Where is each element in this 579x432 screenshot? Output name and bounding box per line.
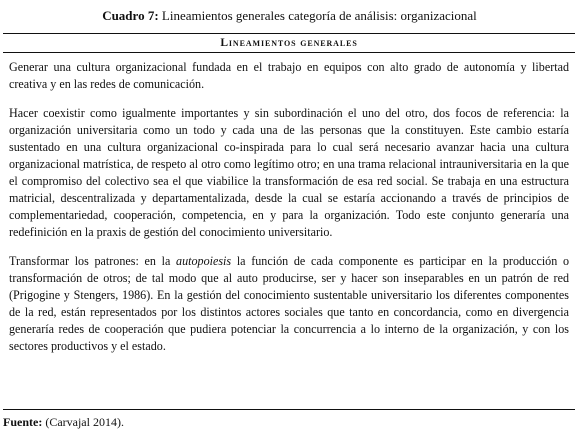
table-caption (0, 8, 579, 24)
guidelines-table (3, 33, 575, 410)
paragraph-3 (9, 253, 569, 355)
paragraph-3-rest: la función de cada componente es participar en la producción o transformación de otros; de tal modo que al auto producirse, ser y hacer son inseparables en un patrón de red (Prigogine y Stengers, 1986). En la gestión del conocimiento sustentable universitario los diferentes componentes de la red, están representados por los distintos actores sociales que tanto en concordancia, como en divergencia generaría redes de cooperación que pudiera potenciar la concurrencia a lo interno de la organización, y con los sectores productivos y el estado. (9, 254, 569, 353)
paragraph-3-start: Transformar los patrones: en la (9, 254, 177, 268)
caption-label: Cuadro 7: (102, 8, 159, 23)
table-header: Lineamientos generales (3, 34, 575, 53)
paragraph-2: Hacer coexistir como igualmente importantes y sin subordinación el uno del otro, dos focos de referencia: la organización universitaria como un todo y cada una de las personas que la constituyen. Este cambio estaría sustentado en una cultura organizacional co-inspirada para lo cual será necesario avanzar hacia una cultura organizacional matrística, de respeto al otro como legítimo otro; en una trama relacional intrauniversitaria en la que el compromiso del colectivo sea el que viabilice la transformación de esa red social. Se trabaja en una estructura matricial, descentralizada y departamentalizada, desde la cual se estaría accionando a través de principios de complementariedad, cooperación, competencia, en y para la organización. Todo este conjunto generaría una redefinición en la praxis de gestión del conocimiento universitario. (9, 106, 569, 239)
caption-title: Lineamientos generales categoría de análisis: organizacional (161, 8, 477, 23)
source-label: Fuente: (3, 415, 43, 429)
source-text: (Carvajal 2014). (42, 415, 124, 429)
source-note (3, 414, 124, 430)
table-body (3, 53, 575, 355)
autopoiesis-term: autopoiesis (176, 254, 232, 268)
paragraph-1: Generar una cultura organizacional fundada en el trabajo en equipos con alto grado de autonomía y libertad creativa y en las redes de comunicación. (9, 60, 569, 91)
